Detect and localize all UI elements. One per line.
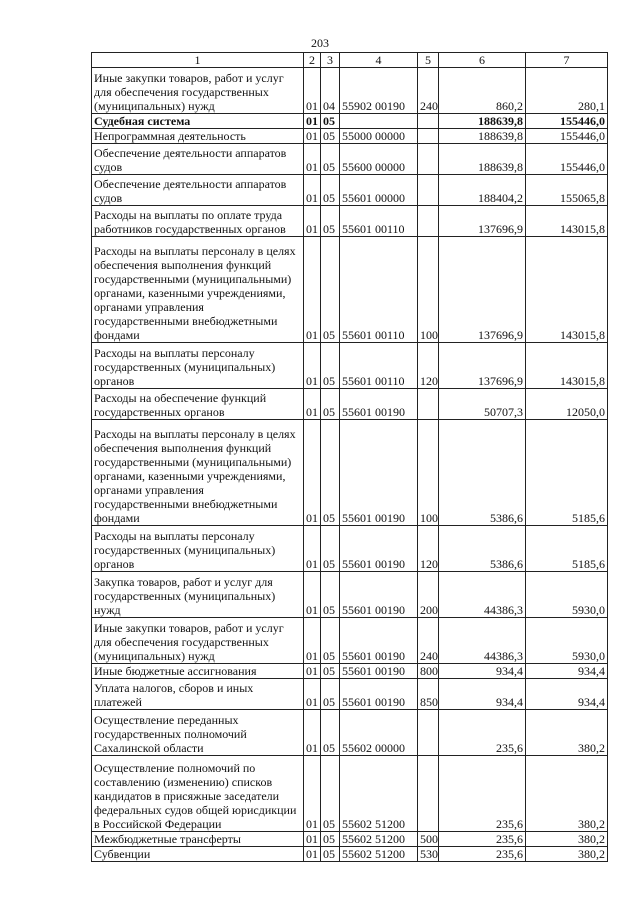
row-label: Осуществление полномочий по составлению (изменению) списков кандидатов в присяжные заседатели федеральных судов общей юрисдикции в Российской Федерации [92, 756, 304, 832]
subsection-code: 05 [321, 832, 340, 847]
target-article-code: 55602 51200 [340, 847, 418, 862]
section-code: 01 [304, 129, 321, 144]
subsection-code: 05 [321, 572, 340, 618]
table-row [92, 756, 608, 832]
row-label: Непрограммная деятельность [92, 129, 304, 144]
section-code: 01 [304, 847, 321, 862]
section-code: 01 [304, 526, 321, 572]
subsection-code: 05 [321, 343, 340, 389]
target-article-code: 55601 00110 [340, 237, 418, 343]
expense-type-code: 100 [418, 420, 439, 526]
expense-type-code: 530 [418, 847, 439, 862]
expense-type-code [418, 756, 439, 832]
amount-year-2: 143015,8 [526, 343, 608, 389]
section-code: 01 [304, 679, 321, 710]
table-row [92, 572, 608, 618]
target-article-code: 55601 00190 [340, 389, 418, 420]
amount-year-2: 5930,0 [526, 572, 608, 618]
column-header: 4 [340, 53, 418, 68]
expense-type-code [418, 710, 439, 756]
amount-year-1: 44386,3 [439, 572, 526, 618]
section-code: 01 [304, 68, 321, 114]
amount-year-1: 188639,8 [439, 114, 526, 129]
expense-type-code: 200 [418, 572, 439, 618]
row-label: Обеспечение деятельности аппаратов судов [92, 175, 304, 206]
subsection-code: 05 [321, 679, 340, 710]
row-label: Иные бюджетные ассигнования [92, 664, 304, 679]
table-row [92, 679, 608, 710]
table-row [92, 237, 608, 343]
amount-year-2: 155446,0 [526, 129, 608, 144]
target-article-code: 55601 00190 [340, 679, 418, 710]
amount-year-1: 137696,9 [439, 237, 526, 343]
row-label: Расходы на выплаты персоналу в целях обеспечения выполнения функций государственными (муниципальными) органами, казенными учреждениями, органами управления государственными внебюджетными фондами [92, 420, 304, 526]
target-article-code: 55601 00190 [340, 618, 418, 664]
column-header: 7 [526, 53, 608, 68]
amount-year-1: 235,6 [439, 756, 526, 832]
row-label: Межбюджетные трансферты [92, 832, 304, 847]
table-row [92, 710, 608, 756]
table-row [92, 420, 608, 526]
amount-year-2: 934,4 [526, 679, 608, 710]
table-row [92, 68, 608, 114]
target-article-code: 55601 00000 [340, 175, 418, 206]
expense-type-code: 240 [418, 618, 439, 664]
subsection-code: 05 [321, 756, 340, 832]
subsection-code: 05 [321, 144, 340, 175]
expense-type-code [418, 206, 439, 237]
target-article-code: 55602 00000 [340, 710, 418, 756]
amount-year-1: 137696,9 [439, 343, 526, 389]
section-code: 01 [304, 237, 321, 343]
expense-type-code [418, 129, 439, 144]
amount-year-1: 188639,8 [439, 129, 526, 144]
table-row [92, 389, 608, 420]
section-code: 01 [304, 343, 321, 389]
section-code: 01 [304, 420, 321, 526]
amount-year-1: 235,6 [439, 832, 526, 847]
target-article-code: 55601 00190 [340, 664, 418, 679]
row-label: Расходы на выплаты персоналу государственных (муниципальных) органов [92, 526, 304, 572]
amount-year-1: 860,2 [439, 68, 526, 114]
amount-year-2: 155446,0 [526, 144, 608, 175]
amount-year-2: 155065,8 [526, 175, 608, 206]
target-article-code [340, 114, 418, 129]
amount-year-1: 5386,6 [439, 526, 526, 572]
table-row [92, 206, 608, 237]
subsection-code: 05 [321, 129, 340, 144]
section-code: 01 [304, 710, 321, 756]
amount-year-2: 380,2 [526, 710, 608, 756]
amount-year-1: 188639,8 [439, 144, 526, 175]
expense-type-code: 240 [418, 68, 439, 114]
table-row [92, 618, 608, 664]
amount-year-2: 380,2 [526, 847, 608, 862]
subsection-code: 05 [321, 206, 340, 237]
amount-year-1: 188404,2 [439, 175, 526, 206]
table-row [92, 832, 608, 847]
subsection-code: 05 [321, 710, 340, 756]
target-article-code: 55602 51200 [340, 832, 418, 847]
expense-type-code [418, 389, 439, 420]
amount-year-2: 5930,0 [526, 618, 608, 664]
section-code: 01 [304, 206, 321, 237]
subsection-code: 05 [321, 664, 340, 679]
subsection-code: 05 [321, 618, 340, 664]
amount-year-1: 5386,6 [439, 420, 526, 526]
section-code: 01 [304, 832, 321, 847]
expense-type-code [418, 144, 439, 175]
column-header: 5 [418, 53, 439, 68]
target-article-code: 55601 00190 [340, 526, 418, 572]
amount-year-2: 155446,0 [526, 114, 608, 129]
column-header: 2 [304, 53, 321, 68]
target-article-code: 55600 00000 [340, 144, 418, 175]
column-header: 1 [92, 53, 304, 68]
section-code: 01 [304, 664, 321, 679]
amount-year-1: 235,6 [439, 847, 526, 862]
row-label: Уплата налогов, сборов и иных платежей [92, 679, 304, 710]
section-code: 01 [304, 144, 321, 175]
subsection-code: 05 [321, 420, 340, 526]
row-label: Обеспечение деятельности аппаратов судов [92, 144, 304, 175]
amount-year-2: 143015,8 [526, 206, 608, 237]
section-code: 01 [304, 175, 321, 206]
row-label: Расходы на обеспечение функций государственных органов [92, 389, 304, 420]
table-row [92, 664, 608, 679]
page-number: 203 [311, 36, 329, 50]
amount-year-1: 934,4 [439, 679, 526, 710]
subsection-code: 05 [321, 389, 340, 420]
row-label: Иные закупки товаров, работ и услуг для обеспечения государственных (муниципальных) нужд [92, 68, 304, 114]
subsection-code: 05 [321, 237, 340, 343]
row-label: Расходы на выплаты персоналу в целях обеспечения выполнения функций государственными (муниципальными) органами, казенными учреждениями, органами управления государственными внебюджетными фондами [92, 237, 304, 343]
column-header: 6 [439, 53, 526, 68]
expense-type-code [418, 114, 439, 129]
target-article-code: 55000 00000 [340, 129, 418, 144]
row-label: Судебная система [92, 114, 304, 129]
row-label: Осуществление переданных государственных полномочий Сахалинской области [92, 710, 304, 756]
row-label: Иные закупки товаров, работ и услуг для обеспечения государственных (муниципальных) нужд [92, 618, 304, 664]
amount-year-2: 12050,0 [526, 389, 608, 420]
column-header: 3 [321, 53, 340, 68]
amount-year-2: 5185,6 [526, 420, 608, 526]
expense-type-code: 500 [418, 832, 439, 847]
subsection-code: 05 [321, 847, 340, 862]
expense-type-code: 120 [418, 343, 439, 389]
amount-year-2: 143015,8 [526, 237, 608, 343]
target-article-code: 55601 00190 [340, 420, 418, 526]
section-code: 01 [304, 756, 321, 832]
target-article-code: 55902 00190 [340, 68, 418, 114]
table-row [92, 114, 608, 129]
subsection-code: 04 [321, 68, 340, 114]
expense-type-code: 850 [418, 679, 439, 710]
amount-year-1: 934,4 [439, 664, 526, 679]
amount-year-2: 380,2 [526, 832, 608, 847]
expense-type-code [418, 175, 439, 206]
amount-year-2: 5185,6 [526, 526, 608, 572]
table-row [92, 144, 608, 175]
target-article-code: 55601 00190 [340, 572, 418, 618]
amount-year-1: 137696,9 [439, 206, 526, 237]
table-row [92, 526, 608, 572]
row-label: Расходы на выплаты персоналу государственных (муниципальных) органов [92, 343, 304, 389]
amount-year-2: 280,1 [526, 68, 608, 114]
expense-type-code: 120 [418, 526, 439, 572]
amount-year-1: 50707,3 [439, 389, 526, 420]
subsection-code: 05 [321, 114, 340, 129]
row-label: Расходы на выплаты по оплате труда работников государственных органов [92, 206, 304, 237]
amount-year-2: 380,2 [526, 756, 608, 832]
section-code: 01 [304, 114, 321, 129]
subsection-code: 05 [321, 526, 340, 572]
section-code: 01 [304, 618, 321, 664]
expense-type-code: 800 [418, 664, 439, 679]
amount-year-2: 934,4 [526, 664, 608, 679]
amount-year-1: 44386,3 [439, 618, 526, 664]
section-code: 01 [304, 389, 321, 420]
amount-year-1: 235,6 [439, 710, 526, 756]
expense-type-code: 100 [418, 237, 439, 343]
subsection-code: 05 [321, 175, 340, 206]
table-row [92, 175, 608, 206]
target-article-code: 55601 00110 [340, 206, 418, 237]
section-code: 01 [304, 572, 321, 618]
target-article-code: 55602 51200 [340, 756, 418, 832]
budget-table [91, 52, 608, 862]
table-row [92, 847, 608, 862]
row-label: Субвенции [92, 847, 304, 862]
table-header-row [92, 53, 608, 68]
table-row [92, 129, 608, 144]
row-label: Закупка товаров, работ и услуг для государственных (муниципальных) нужд [92, 572, 304, 618]
target-article-code: 55601 00110 [340, 343, 418, 389]
table-row [92, 343, 608, 389]
